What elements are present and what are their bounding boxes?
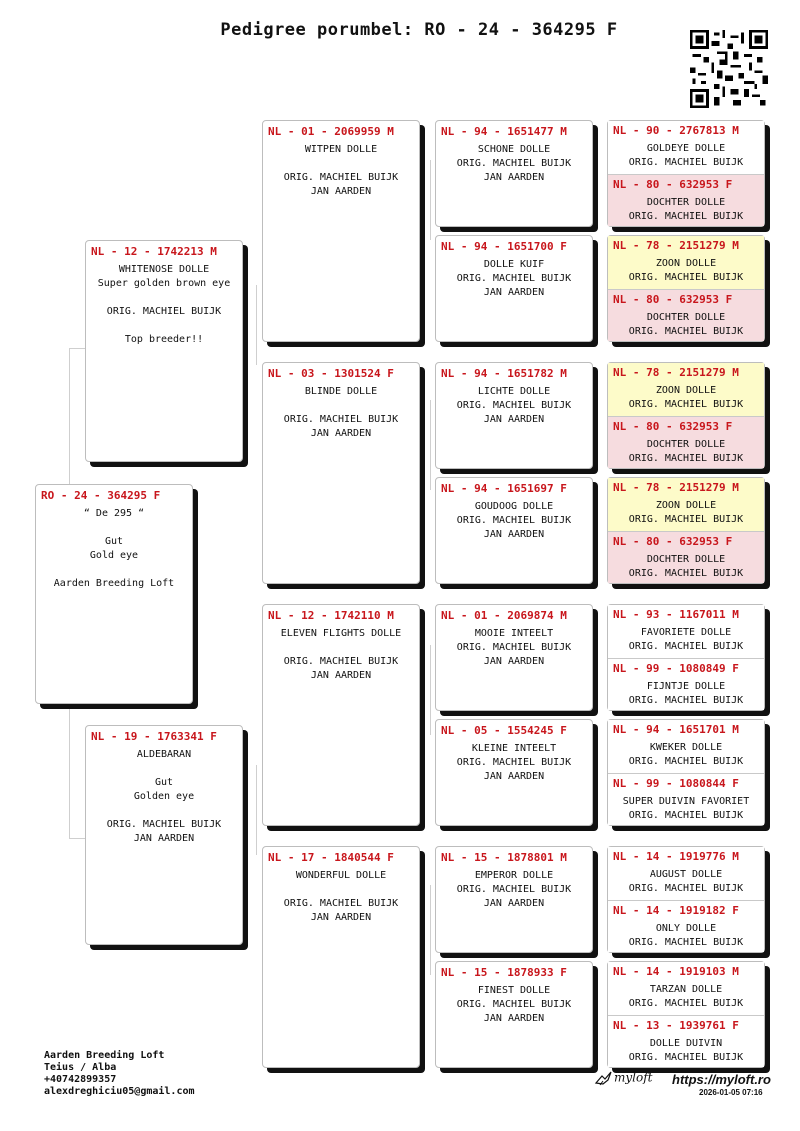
info-line: ORIG. MACHIEL BUIJK <box>456 884 572 895</box>
info-line: SCHONE DOLLE <box>477 144 551 155</box>
ring-number: NL - 80 - 632953 F <box>613 420 733 433</box>
info-line: JAN AARDEN <box>310 670 372 681</box>
info-line: ORIG. MACHIEL BUIJK <box>456 515 572 526</box>
info-line: DOCHTER DOLLE <box>646 554 726 565</box>
ring-number: NL - 93 - 1167011 M <box>613 608 739 621</box>
info-line: ORIG. MACHIEL BUIJK <box>456 999 572 1010</box>
great-grandparent-card[interactable] <box>435 846 593 953</box>
ring-number: NL - 99 - 1080844 F <box>613 777 739 790</box>
info-line: ORIG. MACHIEL BUIJK <box>628 883 744 894</box>
info-line <box>263 883 419 897</box>
ring-number: NL - 80 - 632953 F <box>613 293 733 306</box>
info-line: JAN AARDEN <box>483 1013 545 1024</box>
great-grandparent-card[interactable] <box>435 604 593 711</box>
info-line: JAN AARDEN <box>483 898 545 909</box>
ring-number: NL - 01 - 2069874 M <box>441 609 567 622</box>
info-line: ORIG. MACHIEL BUIJK <box>628 1052 744 1063</box>
info-line: ORIG. MACHIEL BUIJK <box>456 642 572 653</box>
ring-number: NL - 12 - 1742213 M <box>91 245 217 258</box>
info-line: JAN AARDEN <box>483 529 545 540</box>
info-line: JAN AARDEN <box>483 656 545 667</box>
info-line: LICHTE DOLLE <box>477 386 551 397</box>
info-line: ORIG. MACHIEL BUIJK <box>628 937 744 948</box>
gen4-entry[interactable] <box>608 900 764 952</box>
ring-number: NL - 78 - 2151279 M <box>613 366 739 379</box>
info-line: ZOON DOLLE <box>655 500 717 511</box>
info-line: ORIG. MACHIEL BUIJK <box>456 757 572 768</box>
info-line <box>86 291 242 305</box>
info-line: JAN AARDEN <box>310 428 372 439</box>
info-line: ORIG. MACHIEL BUIJK <box>283 898 399 909</box>
info-line: ORIG. MACHIEL BUIJK <box>628 272 744 283</box>
gen4-entry[interactable] <box>608 289 764 341</box>
ring-number: NL - 14 - 1919182 F <box>613 904 739 917</box>
info-line: Aarden Breeding Loft <box>53 578 175 589</box>
gen4-entry[interactable] <box>608 605 764 658</box>
info-line: ORIG. MACHIEL BUIJK <box>628 453 744 464</box>
sire-card[interactable] <box>85 240 243 462</box>
subject-card[interactable] <box>35 484 193 704</box>
info-line: WHITENOSE DOLLE <box>118 264 210 275</box>
ring-number: NL - 13 - 1939761 F <box>613 1019 739 1032</box>
info-line: ORIG. MACHIEL BUIJK <box>283 414 399 425</box>
gen4-entry[interactable] <box>608 1015 764 1067</box>
gen4-entry[interactable] <box>608 478 764 531</box>
ring-number: NL - 99 - 1080849 F <box>613 662 739 675</box>
phone-number[interactable]: +40742899357 <box>44 1074 117 1085</box>
gen4-pair-card <box>607 961 765 1068</box>
gen4-entry[interactable] <box>608 720 764 773</box>
great-grandparent-card[interactable] <box>435 719 593 826</box>
ring-number: NL - 14 - 1919103 M <box>613 965 739 978</box>
info-line: JAN AARDEN <box>483 172 545 183</box>
info-line <box>86 319 242 333</box>
gen4-entry[interactable] <box>608 962 764 1015</box>
info-line: MOOIE INTEELT <box>474 628 554 639</box>
ring-number: NL - 80 - 632953 F <box>613 535 733 548</box>
info-line: JAN AARDEN <box>310 912 372 923</box>
gen4-pair-card <box>607 477 765 584</box>
ring-number: NL - 78 - 2151279 M <box>613 239 739 252</box>
info-line: DOCHTER DOLLE <box>646 312 726 323</box>
gen4-entry[interactable] <box>608 658 764 710</box>
gen4-entry[interactable] <box>608 773 764 825</box>
great-grandparent-card[interactable] <box>435 235 593 342</box>
ring-number: NL - 94 - 1651701 M <box>613 723 739 736</box>
ring-number: NL - 90 - 2767813 M <box>613 124 739 137</box>
info-line: GOUDOOG DOLLE <box>474 501 554 512</box>
info-line: WONDERFUL DOLLE <box>295 870 387 881</box>
connector-line <box>69 838 85 839</box>
ring-number: NL - 01 - 2069959 M <box>268 125 394 138</box>
gen4-pair-card <box>607 120 765 227</box>
info-line <box>86 804 242 818</box>
logo-text: myloft <box>614 1070 653 1085</box>
info-line: ORIG. MACHIEL BUIJK <box>456 400 572 411</box>
grandparent-card[interactable] <box>262 846 420 1068</box>
dam-card[interactable] <box>85 725 243 945</box>
great-grandparent-card[interactable] <box>435 120 593 227</box>
info-line <box>263 641 419 655</box>
info-line: Golden eye <box>133 791 195 802</box>
gen4-entry[interactable] <box>608 416 764 468</box>
gen4-entry[interactable] <box>608 121 764 174</box>
site-link[interactable]: https://myloft.ro <box>672 1072 771 1087</box>
info-line: KLEINE INTEELT <box>471 743 557 754</box>
info-line <box>263 157 419 171</box>
info-line: ORIG. MACHIEL BUIJK <box>628 157 744 168</box>
info-line <box>36 563 192 577</box>
info-line: KWEKER DOLLE <box>649 742 723 753</box>
generated-timestamp: 2026-01-05 07:16 <box>699 1088 763 1097</box>
page-title: Pedigree porumbel: RO - 24 - 364295 F <box>220 20 618 40</box>
qr-code-icon <box>690 30 768 108</box>
info-line: ORIG. MACHIEL BUIJK <box>106 819 222 830</box>
gen4-entry[interactable] <box>608 174 764 226</box>
gen4-pair-card <box>607 604 765 711</box>
info-line: Gut <box>104 536 124 547</box>
connector-line <box>430 645 431 735</box>
ring-number: NL - 78 - 2151279 M <box>613 481 739 494</box>
info-line: SUPER DUIVIN FAVORIET <box>622 796 750 807</box>
connector-line <box>430 885 431 975</box>
info-line: ALDEBARAN <box>136 749 192 760</box>
gen4-pair-card <box>607 846 765 953</box>
gen4-entry[interactable] <box>608 236 764 289</box>
myloft-logo <box>594 1070 652 1086</box>
connector-line <box>256 285 257 365</box>
ring-number: RO - 24 - 364295 F <box>41 489 161 502</box>
ring-number: NL - 05 - 1554245 F <box>441 724 567 737</box>
grandparent-card[interactable] <box>262 362 420 584</box>
info-line: ORIG. MACHIEL BUIJK <box>628 998 744 1009</box>
info-line: FAVORIETE DOLLE <box>640 627 732 638</box>
ring-number: NL - 14 - 1919776 M <box>613 850 739 863</box>
connector-line <box>69 705 70 838</box>
ring-number: NL - 94 - 1651700 F <box>441 240 567 253</box>
info-line: ORIG. MACHIEL BUIJK <box>106 306 222 317</box>
ring-number: NL - 03 - 1301524 F <box>268 367 394 380</box>
gen4-entry[interactable] <box>608 847 764 900</box>
info-line: DOCHTER DOLLE <box>646 439 726 450</box>
info-line <box>263 399 419 413</box>
info-line: ORIG. MACHIEL BUIJK <box>283 656 399 667</box>
info-line: ORIG. MACHIEL BUIJK <box>628 756 744 767</box>
info-line: ORIG. MACHIEL BUIJK <box>628 641 744 652</box>
info-line: FIJNTJE DOLLE <box>646 681 726 692</box>
info-line: ORIG. MACHIEL BUIJK <box>456 273 572 284</box>
gen4-entry[interactable] <box>608 363 764 416</box>
info-line <box>86 762 242 776</box>
info-line: ORIG. MACHIEL BUIJK <box>456 158 572 169</box>
ring-number: NL - 12 - 1742110 M <box>268 609 394 622</box>
info-line: ZOON DOLLE <box>655 258 717 269</box>
info-line: WITPEN DOLLE <box>304 144 378 155</box>
owner-contact <box>44 1050 195 1098</box>
info-line: ORIG. MACHIEL BUIJK <box>628 810 744 821</box>
ring-number: NL - 15 - 1878801 M <box>441 851 567 864</box>
gen4-entry[interactable] <box>608 531 764 583</box>
info-line: ONLY DOLLE <box>655 923 717 934</box>
info-line: Gold eye <box>89 550 139 561</box>
info-line: ELEVEN FLIGHTS DOLLE <box>280 628 402 639</box>
info-line: ORIG. MACHIEL BUIJK <box>628 514 744 525</box>
info-line: JAN AARDEN <box>483 287 545 298</box>
ring-number: NL - 94 - 1651477 M <box>441 125 567 138</box>
ring-number: NL - 17 - 1840544 F <box>268 851 394 864</box>
great-grandparent-card[interactable] <box>435 961 593 1068</box>
info-line: ORIG. MACHIEL BUIJK <box>628 695 744 706</box>
info-line: Gut <box>154 777 174 788</box>
gen4-pair-card <box>607 362 765 469</box>
info-line: JAN AARDEN <box>310 186 372 197</box>
info-line: JAN AARDEN <box>133 833 195 844</box>
info-line: AUGUST DOLLE <box>649 869 723 880</box>
info-line: DOLLE KUIF <box>483 259 545 270</box>
info-line: DOCHTER DOLLE <box>646 197 726 208</box>
info-line: ZOON DOLLE <box>655 385 717 396</box>
info-line: GOLDEYE DOLLE <box>646 143 726 154</box>
gen4-pair-card <box>607 235 765 342</box>
ring-number: NL - 94 - 1651697 F <box>441 482 567 495</box>
gen4-pair-card <box>607 719 765 826</box>
ring-number: NL - 94 - 1651782 M <box>441 367 567 380</box>
ring-number: NL - 80 - 632953 F <box>613 178 733 191</box>
grandparent-card[interactable] <box>262 604 420 826</box>
loft-name: Aarden Breeding Loft <box>44 1050 165 1061</box>
info-line: ORIG. MACHIEL BUIJK <box>628 211 744 222</box>
info-line: ORIG. MACHIEL BUIJK <box>628 399 744 410</box>
info-line: JAN AARDEN <box>483 414 545 425</box>
ring-number: NL - 19 - 1763341 F <box>91 730 217 743</box>
connector-line <box>256 765 257 855</box>
info-line: Top breeder!! <box>124 334 204 345</box>
connector-line <box>69 348 85 349</box>
info-line <box>36 521 192 535</box>
bird-icon <box>594 1070 614 1086</box>
info-line: TARZAN DOLLE <box>649 984 723 995</box>
connector-line <box>430 400 431 490</box>
info-line: BLINDE DOLLE <box>304 386 378 397</box>
great-grandparent-card[interactable] <box>435 362 593 469</box>
info-line: ORIG. MACHIEL BUIJK <box>283 172 399 183</box>
ring-number: NL - 15 - 1878933 F <box>441 966 567 979</box>
info-line: FINEST DOLLE <box>477 985 551 996</box>
grandparent-card[interactable] <box>262 120 420 342</box>
connector-line <box>430 160 431 240</box>
info-line: JAN AARDEN <box>483 771 545 782</box>
email-address[interactable]: alexdreghiciu05@gmail.com <box>44 1086 195 1097</box>
info-line: ORIG. MACHIEL BUIJK <box>628 568 744 579</box>
info-line: “ De 295 “ <box>83 508 145 519</box>
info-line: ORIG. MACHIEL BUIJK <box>628 326 744 337</box>
info-line: DOLLE DUIVIN <box>649 1038 723 1049</box>
info-line: Super golden brown eye <box>97 278 231 289</box>
loft-location: Teius / Alba <box>44 1062 117 1073</box>
great-grandparent-card[interactable] <box>435 477 593 584</box>
info-line: EMPEROR DOLLE <box>474 870 554 881</box>
connector-line <box>69 348 70 485</box>
